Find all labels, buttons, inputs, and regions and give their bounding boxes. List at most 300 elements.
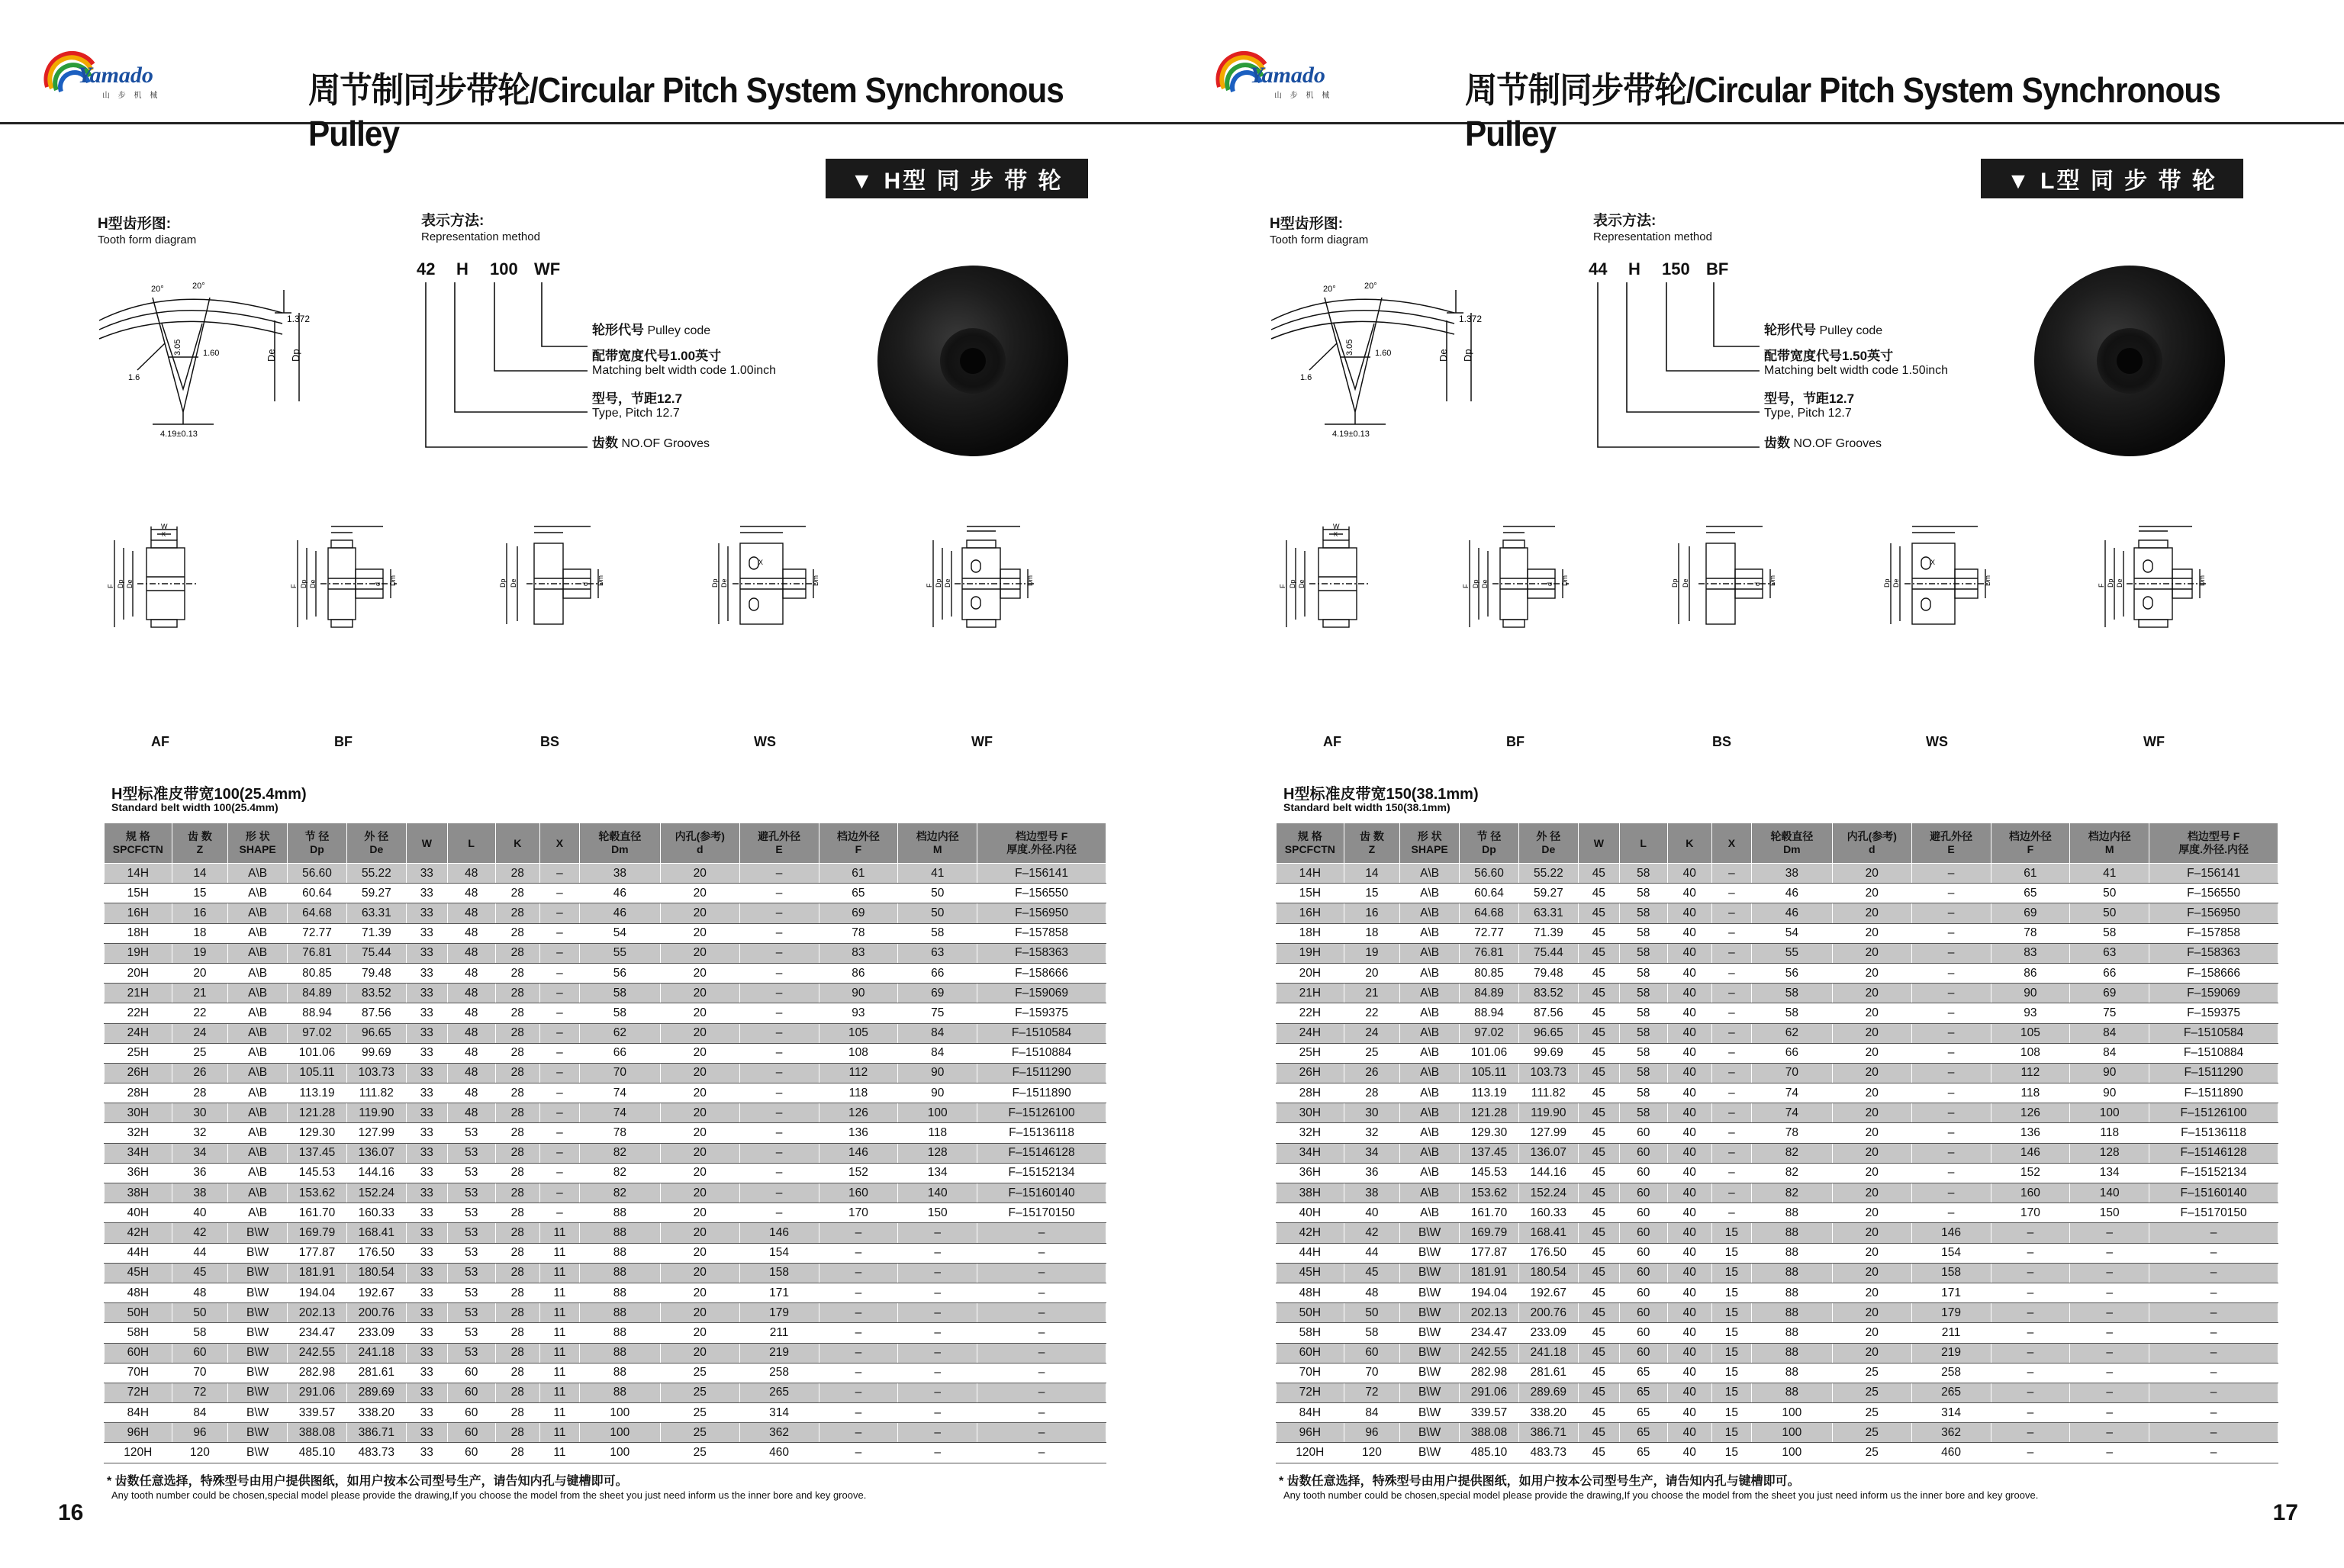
table-cell: 200.76 [1518, 1303, 1578, 1323]
table-cell: 100 [1751, 1403, 1832, 1423]
table-cell: 88 [1751, 1283, 1832, 1302]
table-cell: 84 [2070, 1023, 2149, 1043]
column-header [288, 823, 347, 864]
table-cell: 15 [1711, 1243, 1751, 1263]
table-row [1277, 1343, 2278, 1363]
header-cn: L [1640, 836, 1647, 849]
table-cell: B\W [1400, 1443, 1460, 1463]
table-cell: 33 [406, 1023, 447, 1043]
table-cell: 25 [660, 1383, 739, 1402]
table-cell: 40 [1667, 1063, 1711, 1083]
header-cn: 形 状 [245, 830, 270, 842]
table-cell: 211 [739, 1323, 819, 1343]
table-cell: 281.61 [1518, 1363, 1578, 1383]
svg-text:1.6: 1.6 [128, 373, 140, 382]
svg-text:F: F [1279, 584, 1286, 588]
table-cell: 48H [1277, 1283, 1344, 1302]
table-cell: A\B [1400, 984, 1460, 1003]
legend-en: NO.OF Grooves [1793, 437, 1882, 450]
table-cell: – [898, 1403, 977, 1423]
legend-en: Type, Pitch 12.7 [1764, 407, 1852, 420]
table-cell: 84 [1344, 1403, 1400, 1423]
header-cn: 档边内径 [2088, 830, 2131, 842]
table-cell: 58 [1619, 923, 1667, 943]
table-cell: 34H [1277, 1143, 1344, 1163]
svg-text:De: De [510, 578, 517, 588]
header-en: SHAPE [239, 843, 276, 855]
table-cell: A\B [228, 923, 288, 943]
table-cell: – [819, 1283, 898, 1302]
header-en: De [1541, 843, 1556, 855]
table-cell: 70H [1277, 1363, 1344, 1383]
tooth-angle-1: 20° [151, 285, 164, 294]
table-cell: 21 [172, 984, 228, 1003]
table-cell: – [2149, 1283, 2278, 1302]
svg-text:F: F [2098, 583, 2105, 588]
table-cell: 289.69 [346, 1383, 406, 1402]
table-cell: 14 [1344, 864, 1400, 884]
table-cell: 72.77 [288, 923, 347, 943]
table-cell: 20 [1832, 1063, 1911, 1083]
svg-text:Dp: Dp [499, 578, 507, 588]
table-row [105, 1403, 1106, 1423]
table-subtitle: Standard belt width 150(38.1mm) [1283, 801, 1451, 813]
table-cell: 105 [819, 1023, 898, 1043]
table-cell: 40 [1667, 1363, 1711, 1383]
table-cell: 32 [172, 1123, 228, 1143]
table-cell: A\B [1400, 864, 1460, 884]
table-cell: A\B [1400, 903, 1460, 923]
table-cell: B\W [228, 1423, 288, 1443]
yamado-logo [44, 47, 182, 102]
column-header [1460, 823, 1519, 864]
table-cell: 219 [1911, 1343, 1991, 1363]
table-cell: 40 [1667, 1223, 1711, 1243]
shape-label: WF [2143, 734, 2165, 749]
table-cell: – [739, 884, 819, 903]
table-cell: 11 [539, 1283, 579, 1302]
table-cell: 53 [447, 1323, 495, 1343]
header-cn: K [514, 836, 522, 849]
table-cell: B\W [228, 1323, 288, 1343]
table-cell: 38 [579, 864, 660, 884]
legend-item-1 [1764, 345, 1948, 378]
table-cell: 82 [579, 1183, 660, 1203]
table-cell: A\B [1400, 1043, 1460, 1063]
table-cell: 78 [579, 1123, 660, 1143]
svg-text:Dp: Dp [935, 578, 942, 588]
table-cell: 15 [1711, 1443, 1751, 1463]
table-cell: 20 [1832, 963, 1911, 983]
table-cell: 219 [739, 1343, 819, 1363]
table-cell: A\B [1400, 1023, 1460, 1043]
table-cell: 58 [1344, 1323, 1400, 1343]
table-cell: 45 [1344, 1263, 1400, 1283]
table-cell: 339.57 [288, 1403, 347, 1423]
legend-item-2 [1764, 388, 1854, 420]
table-cell: 118 [819, 1083, 898, 1103]
svg-text:Dm: Dm [2198, 575, 2206, 586]
table-cell: 19H [1277, 943, 1344, 963]
table-cell: 111.82 [346, 1083, 406, 1103]
header-cn: K [1686, 836, 1694, 849]
table-cell: 60.64 [1460, 884, 1519, 903]
table-cell: 127.99 [346, 1123, 406, 1143]
table-cell: 33 [406, 1123, 447, 1143]
header-cn: 避孔外径 [758, 830, 801, 842]
header-cn: 轮毂直径 [598, 830, 642, 842]
table-cell: 20 [660, 1163, 739, 1183]
table-cell: 45 [1578, 1023, 1619, 1043]
code-part-2: 100 [490, 259, 518, 279]
header-cn: 轮毂直径 [1770, 830, 1814, 842]
table-cell: – [539, 1043, 579, 1063]
table-cell: 120 [172, 1443, 228, 1463]
shape-diagram-ws [710, 526, 824, 645]
table-row [105, 1223, 1106, 1243]
table-cell: F–1510584 [2149, 1023, 2278, 1043]
table-cell: 45 [1578, 1403, 1619, 1423]
table-cell: 241.18 [1518, 1343, 1578, 1363]
svg-text:K: K [1334, 531, 1338, 538]
table-cell: B\W [228, 1443, 288, 1463]
svg-text:Dm: Dm [389, 575, 397, 586]
table-cell: 36 [1344, 1163, 1400, 1183]
table-cell: 84 [898, 1043, 977, 1063]
table-cell: 58 [1619, 903, 1667, 923]
table-cell: 60 [447, 1363, 495, 1383]
table-row [1277, 1003, 2278, 1023]
table-cell: – [539, 1023, 579, 1043]
table-cell: 40 [1667, 1283, 1711, 1302]
table-cell: 28 [495, 1403, 539, 1423]
table-row [1277, 1443, 2278, 1463]
table-cell: – [2149, 1223, 2278, 1243]
table-cell: 28 [495, 1243, 539, 1263]
table-cell: 460 [1911, 1443, 1991, 1463]
table-cell: 460 [739, 1443, 819, 1463]
table-cell: 88 [579, 1243, 660, 1263]
table-cell: 20 [1832, 1143, 1911, 1163]
table-cell: – [819, 1243, 898, 1263]
table-row [1277, 1203, 2278, 1223]
table-cell: 38 [1751, 864, 1832, 884]
code-part-0: 44 [1589, 259, 1608, 279]
table-cell: 33 [406, 1243, 447, 1263]
table-cell: – [739, 864, 819, 884]
table-cell: 281.61 [346, 1363, 406, 1383]
table-cell: 60 [1619, 1243, 1667, 1263]
table-cell: 33 [406, 984, 447, 1003]
table-cell: 84 [172, 1403, 228, 1423]
table-cell: – [539, 1123, 579, 1143]
table-cell: 58 [898, 923, 977, 943]
table-cell: 40 [1667, 1043, 1711, 1063]
table-cell: 56.60 [288, 864, 347, 884]
svg-text:Dp: Dp [1671, 578, 1679, 588]
table-cell: – [898, 1243, 977, 1263]
table-cell: A\B [1400, 1143, 1460, 1163]
table-cell: 40 [1667, 1303, 1711, 1323]
table-cell: – [1991, 1423, 2070, 1443]
table-cell: F–156550 [2149, 884, 2278, 903]
table-cell: 137.45 [288, 1143, 347, 1163]
table-cell: 20 [660, 923, 739, 943]
table-cell: 55.22 [346, 864, 406, 884]
table-row [105, 963, 1106, 983]
table-cell: 33 [406, 1063, 447, 1083]
table-cell: 60 [1619, 1123, 1667, 1143]
svg-text:1.60: 1.60 [203, 349, 220, 358]
table-cell: F–156950 [977, 903, 1106, 923]
table-cell: 128 [2070, 1143, 2149, 1163]
table-cell: – [739, 1123, 819, 1143]
table-cell: A\B [228, 963, 288, 983]
column-header [1911, 823, 1991, 864]
table-cell: 40 [1667, 1243, 1711, 1263]
table-row [105, 984, 1106, 1003]
table-cell: – [898, 1423, 977, 1443]
table-cell: 65 [1619, 1423, 1667, 1443]
table-cell: 20H [1277, 963, 1344, 983]
table-cell: 42 [1344, 1223, 1400, 1243]
table-cell: 234.47 [288, 1323, 347, 1343]
table-cell: 88.94 [1460, 1003, 1519, 1023]
table-cell: 88 [579, 1363, 660, 1383]
table-cell: 146 [1991, 1143, 2070, 1163]
table-cell: 79.48 [346, 963, 406, 983]
shape-label: BF [334, 734, 353, 749]
table-cell: 45 [1578, 923, 1619, 943]
table-cell: 169.79 [288, 1223, 347, 1243]
table-cell: F–158666 [2149, 963, 2278, 983]
svg-text:F: F [1462, 584, 1470, 588]
tooth-dim-1372: 1.372 [1459, 314, 1483, 324]
table-cell: 120H [105, 1443, 172, 1463]
table-cell: 33 [406, 1103, 447, 1123]
table-cell: F–1511890 [977, 1083, 1106, 1103]
table-cell: – [1711, 1023, 1751, 1043]
table-cell: 40 [1667, 1203, 1711, 1223]
table-cell: 45 [1578, 1383, 1619, 1402]
table-row [1277, 1043, 2278, 1063]
table-cell: 55 [1751, 943, 1832, 963]
header-en: F [855, 843, 862, 855]
legend-cn: 型号，节距12.7 [592, 391, 683, 406]
table-cell: – [2149, 1363, 2278, 1383]
header-en: F [2027, 843, 2034, 855]
table-cell: 100 [579, 1403, 660, 1423]
table-cell: F–159069 [977, 984, 1106, 1003]
table-cell: – [1911, 984, 1991, 1003]
table-cell: A\B [1400, 1083, 1460, 1103]
table-cell: – [1911, 963, 1991, 983]
table-cell: F–15170150 [2149, 1203, 2278, 1223]
table-cell: 105.11 [288, 1063, 347, 1083]
table-cell: 119.90 [1518, 1103, 1578, 1123]
table-row [105, 1363, 1106, 1383]
table-cell: 15 [1711, 1343, 1751, 1363]
table-cell: 72.77 [1460, 923, 1519, 943]
table-cell: 20 [1832, 1283, 1911, 1302]
table-cell: – [819, 1443, 898, 1463]
table-row [105, 1083, 1106, 1103]
table-cell: – [977, 1443, 1106, 1463]
table-cell: – [1911, 1083, 1991, 1103]
table-cell: – [739, 903, 819, 923]
header-cn: 内孔(参考) [1847, 830, 1897, 842]
table-cell: 82 [579, 1143, 660, 1163]
table-cell: 25 [660, 1403, 739, 1423]
table-cell: 60 [172, 1343, 228, 1363]
table-cell: 100 [579, 1423, 660, 1443]
table-cell: 40 [1667, 1183, 1711, 1203]
table-cell: 33 [406, 1203, 447, 1223]
table-cell: 45 [1578, 1303, 1619, 1323]
table-cell: 11 [539, 1343, 579, 1363]
column-header [346, 823, 406, 864]
table-cell: 33 [406, 1383, 447, 1402]
legend-item-1 [592, 345, 776, 378]
table-cell: 16 [172, 903, 228, 923]
table-cell: 53 [447, 1163, 495, 1183]
table-cell: 258 [739, 1363, 819, 1383]
table-cell: 40 [1667, 1083, 1711, 1103]
table-cell: – [977, 1423, 1106, 1443]
table-cell: 170 [1991, 1203, 2070, 1223]
table-cell: 40 [1667, 1423, 1711, 1443]
table-cell: 54 [579, 923, 660, 943]
table-row [105, 1103, 1106, 1123]
table-cell: 58H [105, 1323, 172, 1343]
table-cell: 11 [539, 1363, 579, 1383]
table-cell: 48H [105, 1283, 172, 1302]
table-cell: 134 [898, 1163, 977, 1183]
table-cell: 14H [1277, 864, 1344, 884]
representation-subtitle: Representation method [1593, 230, 1712, 243]
table-cell: – [739, 963, 819, 983]
representation-title: 表示方法: [1593, 213, 1657, 229]
table-row [105, 903, 1106, 923]
svg-text:Dm: Dm [1026, 575, 1034, 586]
table-cell: 20 [1832, 1323, 1911, 1343]
table-cell: 152.24 [1518, 1183, 1578, 1203]
table-cell: – [1911, 1163, 1991, 1183]
table-cell: A\B [228, 943, 288, 963]
table-cell: – [539, 963, 579, 983]
catalog-page-17 [1172, 0, 2344, 1568]
table-row [1277, 1283, 2278, 1302]
pulley-type-badge: ▼ H型 同 步 带 轮 [826, 159, 1088, 198]
svg-text:Dp: Dp [1462, 349, 1473, 362]
table-cell: 58 [1619, 1043, 1667, 1063]
table-cell: 265 [739, 1383, 819, 1402]
table-cell: 20 [660, 1023, 739, 1043]
header-cn: W [421, 836, 432, 849]
table-row [1277, 1083, 2278, 1103]
table-cell: 45 [1578, 884, 1619, 903]
table-cell: 72H [105, 1383, 172, 1402]
table-cell: 50H [1277, 1303, 1344, 1323]
table-cell: 177.87 [288, 1243, 347, 1263]
table-cell: 45 [1578, 1083, 1619, 1103]
svg-text:De: De [944, 578, 951, 588]
tooth-form-diagram [1264, 267, 1523, 446]
table-cell: – [2070, 1243, 2149, 1263]
table-row [105, 1063, 1106, 1083]
table-cell: 48 [1344, 1283, 1400, 1302]
table-cell: 86 [819, 963, 898, 983]
table-cell: 66 [1751, 1043, 1832, 1063]
table-cell: A\B [1400, 923, 1460, 943]
table-cell: 136.07 [1518, 1143, 1578, 1163]
column-header [1518, 823, 1578, 864]
table-cell: 20 [660, 1223, 739, 1243]
table-cell: 45 [1578, 1103, 1619, 1123]
shape-diagram-wf [927, 526, 1042, 645]
table-cell: 40 [1667, 1123, 1711, 1143]
table-cell: 202.13 [288, 1303, 347, 1323]
table-cell: – [819, 1263, 898, 1283]
table-cell: – [819, 1303, 898, 1323]
table-cell: 33 [406, 903, 447, 923]
table-cell: 28 [495, 1023, 539, 1043]
header-cn: 外 径 [1536, 830, 1561, 842]
svg-text:Dp: Dp [2107, 578, 2114, 588]
table-cell: 70 [579, 1063, 660, 1083]
table-cell: 15 [172, 884, 228, 903]
table-cell: 88 [579, 1343, 660, 1363]
table-cell: 15 [1711, 1263, 1751, 1283]
table-cell: – [819, 1403, 898, 1423]
table-cell: A\B [228, 903, 288, 923]
table-cell: 38 [1344, 1183, 1400, 1203]
table-cell: 45 [1578, 1163, 1619, 1183]
table-cell: B\W [1400, 1403, 1460, 1423]
table-cell: 45 [1578, 1203, 1619, 1223]
table-cell: 40 [1667, 943, 1711, 963]
table-cell: B\W [1400, 1263, 1460, 1283]
table-row [105, 1183, 1106, 1203]
header-cn: 齿 数 [187, 830, 212, 842]
table-cell: 60 [1344, 1343, 1400, 1363]
table-cell: 20 [1832, 884, 1911, 903]
table-cell: 20 [660, 1203, 739, 1223]
table-cell: – [539, 1063, 579, 1083]
table-cell: 28H [105, 1083, 172, 1103]
table-row [105, 1443, 1106, 1463]
table-row [105, 1163, 1106, 1183]
tooth-form-subtitle: Tooth form diagram [98, 233, 197, 246]
table-cell: A\B [228, 984, 288, 1003]
shape-diagram-wf [2099, 526, 2214, 645]
page-number: 17 [2272, 1500, 2298, 1525]
table-cell: B\W [1400, 1243, 1460, 1263]
table-cell: 34H [105, 1143, 172, 1163]
table-cell: 83 [819, 943, 898, 963]
table-row [1277, 1143, 2278, 1163]
table-cell: 20 [660, 1283, 739, 1302]
table-cell: – [1911, 864, 1991, 884]
table-cell: 33 [406, 1403, 447, 1423]
table-cell: 152 [819, 1163, 898, 1183]
table-cell: 103.73 [346, 1063, 406, 1083]
table-cell: 48 [447, 884, 495, 903]
table-row [1277, 1063, 2278, 1083]
table-cell: – [1711, 884, 1751, 903]
table-cell: 33 [406, 943, 447, 963]
header-cn: 档边外径 [836, 830, 880, 842]
